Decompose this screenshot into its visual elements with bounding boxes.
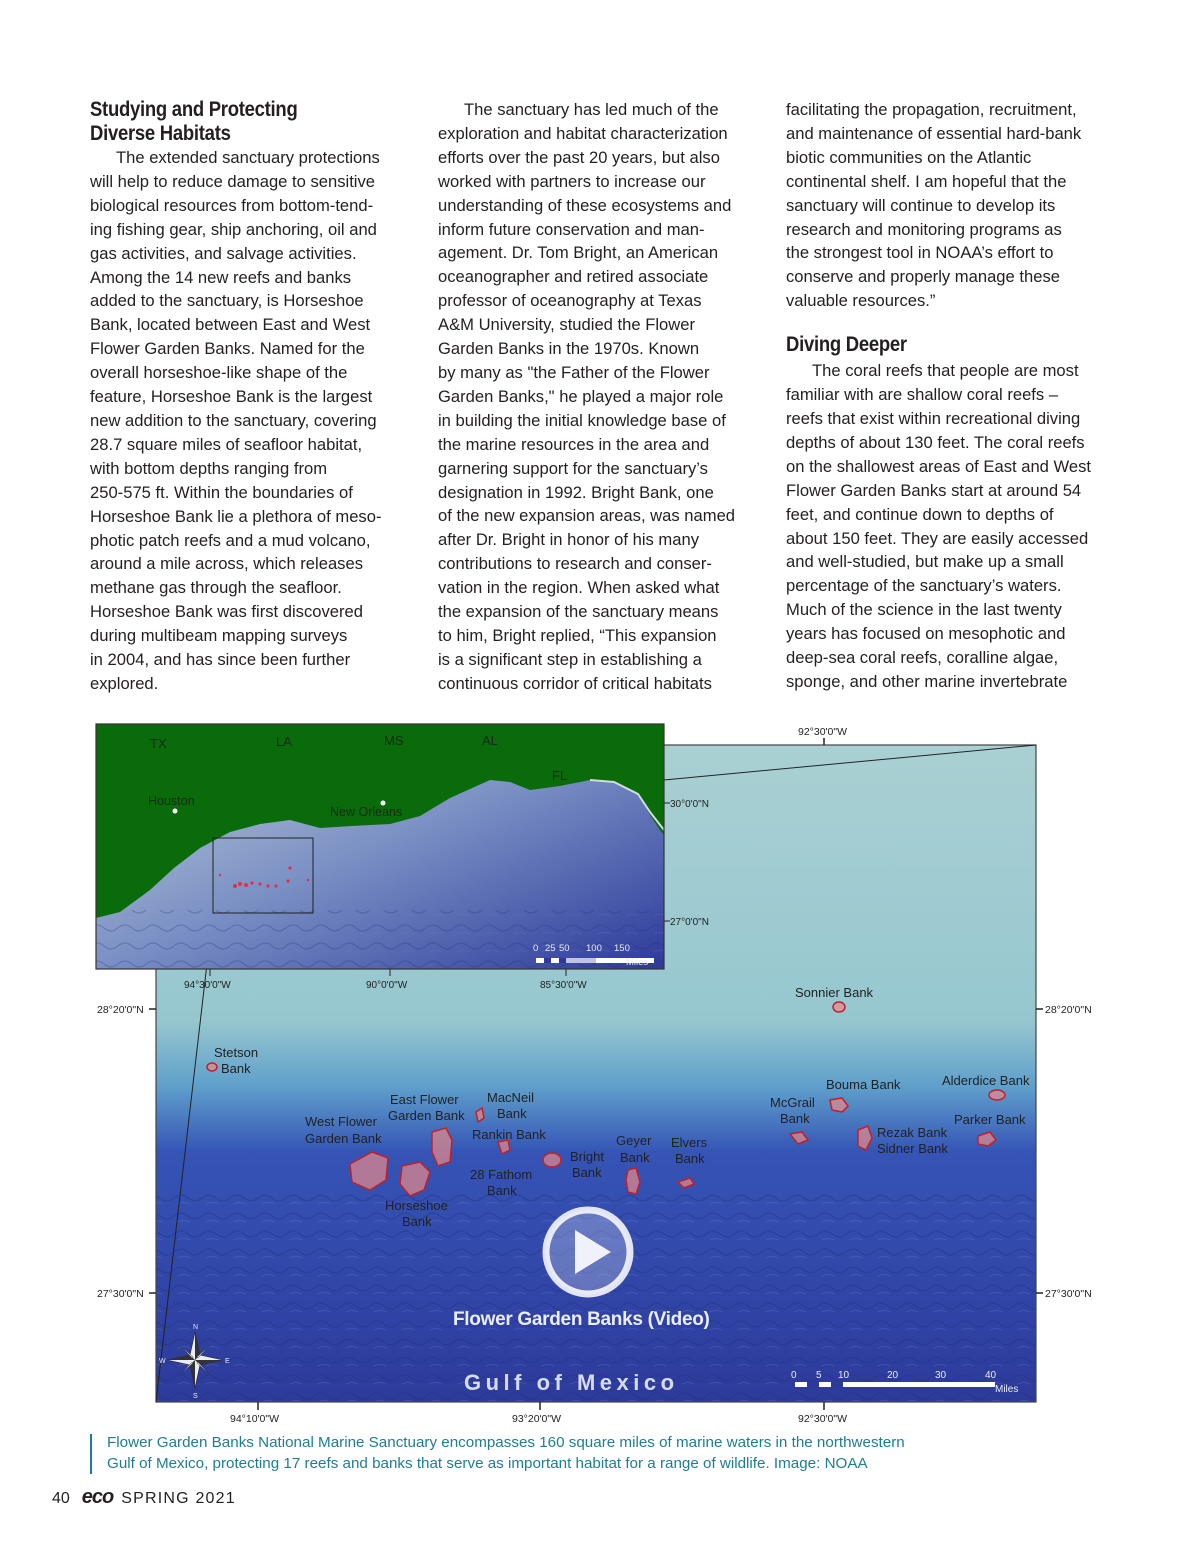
text-line: continuous corridor of critical habitats bbox=[438, 673, 712, 693]
text-line: oceanographer and retired associate bbox=[438, 267, 709, 287]
bank-label-28-fathom: 28 Fathom bbox=[470, 1167, 533, 1182]
bank-label-alderdice: Alderdice Bank bbox=[942, 1073, 1030, 1088]
text-line: after Dr. Bright in honor of his many bbox=[438, 530, 700, 550]
text-line: The sanctuary has led much of the bbox=[464, 100, 719, 119]
magazine-logo: eco bbox=[81, 1486, 114, 1508]
text-line: will help to reduce damage to sensitive bbox=[90, 171, 376, 191]
inset-state-label: AL bbox=[482, 733, 498, 748]
text-line: conserve and properly manage these bbox=[786, 267, 1060, 287]
caption-line: Flower Garden Banks National Marine Sanctuary encompasses 160 square miles of marine waters in the northwestern bbox=[107, 1434, 905, 1451]
paragraph bbox=[786, 359, 1112, 694]
bank-label-east-flower: East Flower bbox=[390, 1092, 459, 1107]
figure-caption bbox=[107, 1433, 1007, 1474]
text-line: A&M University, studied the Flower bbox=[438, 315, 695, 335]
bank-polygon bbox=[543, 1153, 561, 1167]
text-line: Flower Garden Banks start at around 54 bbox=[786, 480, 1082, 500]
inset-lon-label: 94°30'0"W bbox=[184, 980, 231, 991]
bank-label-geyer: Bank bbox=[620, 1150, 650, 1165]
page-number: 40 bbox=[52, 1490, 70, 1507]
section-heading-diving-deeper: Diving Deeper bbox=[786, 333, 907, 357]
text-line: explored. bbox=[90, 673, 159, 693]
bank-label-horseshoe: Bank bbox=[402, 1214, 432, 1229]
video-play-button[interactable] bbox=[546, 1210, 630, 1294]
inset-state-label: MS bbox=[384, 733, 404, 748]
text-line: gas activities, and salvage activities. bbox=[90, 243, 357, 263]
text-line: feet, and continue down to depths of bbox=[786, 504, 1054, 524]
bank-label-bright: Bright bbox=[570, 1149, 604, 1164]
lat-label-right: 28°20'0"N bbox=[1045, 1004, 1092, 1016]
text-line: and maintenance of essential hard-bank bbox=[786, 123, 1082, 143]
text-line: the strongest tool in NOAA’s effort to bbox=[786, 243, 1054, 263]
video-label[interactable]: Flower Garden Banks (Video) bbox=[453, 1309, 710, 1330]
lon-label-bottom: 92°30'0"W bbox=[798, 1413, 848, 1425]
text-line: Much of the science in the last twenty bbox=[786, 600, 1062, 620]
text-line: added to the sanctuary, is Horseshoe bbox=[90, 291, 364, 311]
bank-label-mcgrail: Bank bbox=[780, 1111, 810, 1126]
bank-polygon bbox=[207, 1063, 217, 1071]
text-line: to him, Bright replied, “This expansion bbox=[438, 625, 717, 645]
text-line: 250-575 ft. Within the boundaries of bbox=[90, 482, 353, 502]
sanctuary-map bbox=[90, 720, 1110, 1440]
article-column-2 bbox=[438, 98, 760, 696]
text-line: exploration and habitat characterization bbox=[438, 123, 728, 143]
caption-rule bbox=[90, 1434, 92, 1474]
text-line: facilitating the propagation, recruitment, bbox=[786, 100, 1077, 119]
compass-n: N bbox=[193, 1324, 199, 1331]
text-line: depths of about 130 feet. The coral reefs bbox=[786, 432, 1085, 452]
bank-polygon bbox=[989, 1090, 1005, 1100]
inset-city-label: Houston bbox=[148, 794, 195, 808]
text-line: methane gas through the seafloor. bbox=[90, 578, 342, 598]
text-line: efforts over the past 20 years, but also bbox=[438, 147, 720, 167]
text-line: with bottom depths ranging from bbox=[90, 458, 328, 478]
inset-lon-label: 85°30'0"W bbox=[540, 980, 587, 991]
text-line: Among the 14 new reefs and banks bbox=[90, 267, 352, 287]
text-line: new addition to the sanctuary, covering bbox=[90, 410, 377, 430]
text-line: the expansion of the sanctuary means bbox=[438, 602, 719, 622]
bank-label-sonnier: Sonnier Bank bbox=[795, 985, 874, 1000]
inset-lat-label: 27°0'0"N bbox=[670, 917, 709, 928]
inset-state-label: TX bbox=[150, 736, 167, 751]
bank-polygon bbox=[833, 1002, 845, 1012]
scale-number: 10 bbox=[838, 1370, 850, 1381]
inset-lat-label: 30°0'0"N bbox=[670, 799, 709, 810]
bank-label-horseshoe: Horseshoe bbox=[385, 1198, 448, 1213]
text-line: professor of oceanography at Texas bbox=[438, 291, 702, 311]
scale-number: 30 bbox=[935, 1370, 947, 1381]
inset-scale-number: 50 bbox=[559, 943, 570, 954]
heading-line: Studying and Protecting bbox=[90, 98, 298, 121]
text-line: ing fishing gear, ship anchoring, oil and bbox=[90, 219, 377, 239]
text-line: in building the initial knowledge base of bbox=[438, 410, 726, 430]
text-line: garnering support for the sanctuary’s bbox=[438, 458, 708, 478]
text-line: Bank, located between East and West bbox=[90, 315, 371, 335]
scale-number: 0 bbox=[791, 1370, 797, 1381]
text-line: photic patch reefs and a mud volcano, bbox=[90, 530, 371, 550]
bank-polygon bbox=[432, 1128, 452, 1166]
compass-e: E bbox=[225, 1358, 230, 1365]
inset-scale-number: 150 bbox=[614, 943, 630, 954]
text-line: percentage of the sanctuary’s waters. bbox=[786, 576, 1062, 596]
text-line: contributions to research and conser- bbox=[438, 554, 712, 574]
text-line: The coral reefs that people are most bbox=[812, 361, 1079, 381]
scale-number: 20 bbox=[887, 1370, 899, 1381]
text-line: years has focused on mesophotic and bbox=[786, 624, 1066, 644]
bank-label-mcgrail: McGrail bbox=[770, 1095, 815, 1110]
scale-unit: Miles bbox=[995, 1384, 1019, 1395]
compass-w: W bbox=[159, 1358, 166, 1365]
bank-label-stetson: Bank bbox=[221, 1061, 251, 1076]
text-line: biotic communities on the Atlantic bbox=[786, 147, 1032, 167]
text-line: understanding of these ecosystems and bbox=[438, 195, 732, 215]
text-line: designation in 1992. Bright Bank, one bbox=[438, 482, 714, 502]
lat-label-left: 27°30'0"N bbox=[97, 1288, 144, 1300]
bank-label-bright: Bank bbox=[572, 1165, 602, 1180]
text-line: Garden Banks in the 1970s. Known bbox=[438, 339, 700, 359]
bank-label-28-fathom: Bank bbox=[487, 1183, 517, 1198]
text-line: overall horseshoe-like shape of the bbox=[90, 363, 348, 383]
inset-scale-number: 100 bbox=[586, 943, 602, 954]
bank-label-rankin: Rankin Bank bbox=[472, 1127, 546, 1142]
caption-line: Gulf of Mexico, protecting 17 reefs and banks that serve as important habitat for a range of wildlife. Image: NOAA bbox=[107, 1454, 868, 1472]
text-line: The extended sanctuary protections bbox=[116, 148, 380, 167]
text-line: 28.7 square miles of seafloor habitat, bbox=[90, 434, 363, 454]
text-line: during multibeam mapping surveys bbox=[90, 626, 348, 646]
sea-label: Gulf of Mexico bbox=[464, 1370, 679, 1395]
text-line: on the shallowest areas of East and West bbox=[786, 456, 1092, 476]
text-line: research and monitoring programs as bbox=[786, 219, 1062, 239]
text-line: Horseshoe Bank was first discovered bbox=[90, 602, 363, 622]
heading-line: Diverse Habitats bbox=[90, 122, 231, 145]
bank-label-parker: Parker Bank bbox=[954, 1112, 1026, 1127]
text-line: Flower Garden Banks. Named for the bbox=[90, 339, 365, 359]
bank-label-macneil: Bank bbox=[497, 1106, 527, 1121]
text-line: sanctuary will continue to develop its bbox=[786, 195, 1056, 215]
text-line: about 150 feet. They are easily accessed bbox=[786, 528, 1089, 548]
bank-label-east-flower: Garden Bank bbox=[388, 1108, 465, 1123]
text-line: the marine resources in the area and bbox=[438, 434, 710, 454]
paragraph bbox=[90, 146, 406, 696]
text-line: biological resources from bottom-tend- bbox=[90, 195, 374, 215]
inset-lon-label: 90°0'0"W bbox=[366, 980, 408, 991]
bank-label-elvers: Elvers bbox=[671, 1135, 708, 1150]
text-line: inform future conservation and man- bbox=[438, 219, 705, 239]
bank-label-west-flower: West Flower bbox=[305, 1114, 377, 1129]
bank-label-geyer: Geyer bbox=[616, 1133, 652, 1148]
lon-label-top: 92°30'0"W bbox=[798, 726, 848, 738]
text-line: and well-studied, but make up a small bbox=[786, 552, 1064, 572]
bank-label-west-flower: Garden Bank bbox=[305, 1131, 382, 1146]
text-line: familiar with are shallow coral reefs – bbox=[786, 385, 1059, 405]
inset-map bbox=[96, 724, 709, 991]
bank-label-sidner: Sidner Bank bbox=[877, 1141, 948, 1156]
paragraph bbox=[786, 98, 1112, 313]
inset-state-label: LA bbox=[276, 734, 292, 749]
lat-label-left: 28°20'0"N bbox=[97, 1004, 144, 1016]
section-heading-habitats bbox=[90, 98, 368, 146]
text-line: is a significant step in establishing a bbox=[438, 649, 702, 669]
text-line: reefs that exist within recreational diving bbox=[786, 408, 1081, 428]
bank-label-bouma: Bouma Bank bbox=[826, 1077, 901, 1092]
article-column-3 bbox=[786, 98, 1112, 694]
inset-city-label: New Orleans bbox=[330, 805, 403, 819]
scale-number: 5 bbox=[816, 1370, 822, 1381]
text-line: deep-sea coral reefs, coralline algae, bbox=[786, 648, 1059, 668]
paragraph bbox=[438, 98, 760, 696]
text-line: vation in the region. When asked what bbox=[438, 578, 720, 598]
text-line: by many as "the Father of the Flower bbox=[438, 362, 710, 382]
issue-label: SPRING 2021 bbox=[121, 1490, 236, 1507]
text-line: agement. Dr. Tom Bright, an American bbox=[438, 243, 719, 263]
bank-label-rezak: Rezak Bank bbox=[877, 1125, 948, 1140]
text-line: in 2004, and has since been further bbox=[90, 650, 351, 670]
text-line: sponge, and other marine invertebrate bbox=[786, 671, 1068, 691]
bank-label-stetson: Stetson bbox=[214, 1045, 259, 1060]
text-line: valuable resources.” bbox=[786, 291, 936, 311]
page-footer bbox=[52, 1486, 236, 1510]
inset-scale-number: 25 bbox=[545, 943, 556, 954]
inset-scale-number: 0 bbox=[533, 943, 539, 954]
text-line: of the new expansion areas, was named bbox=[438, 506, 736, 526]
lon-label-bottom: 93°20'0"W bbox=[512, 1413, 562, 1425]
bank-label-elvers: Bank bbox=[675, 1151, 705, 1166]
text-line: feature, Horseshoe Bank is the largest bbox=[90, 387, 373, 407]
text-line: Garden Banks," he played a major role bbox=[438, 386, 724, 406]
compass-s: S bbox=[193, 1393, 198, 1400]
scale-number: 40 bbox=[985, 1370, 997, 1381]
text-line: Horseshoe Bank lie a plethora of meso- bbox=[90, 506, 382, 526]
inset-scale-unit: Miles bbox=[626, 957, 649, 968]
text-line: around a mile across, which releases bbox=[90, 554, 364, 574]
article-column-1 bbox=[90, 98, 406, 696]
text-line: worked with partners to increase our bbox=[438, 171, 706, 191]
lat-label-right: 27°30'0"N bbox=[1045, 1288, 1092, 1300]
bank-label-macneil: MacNeil bbox=[487, 1090, 534, 1105]
text-line: continental shelf. I am hopeful that the bbox=[786, 171, 1067, 191]
inset-state-label: FL bbox=[552, 768, 568, 783]
lon-label-bottom: 94°10'0"W bbox=[230, 1413, 280, 1425]
